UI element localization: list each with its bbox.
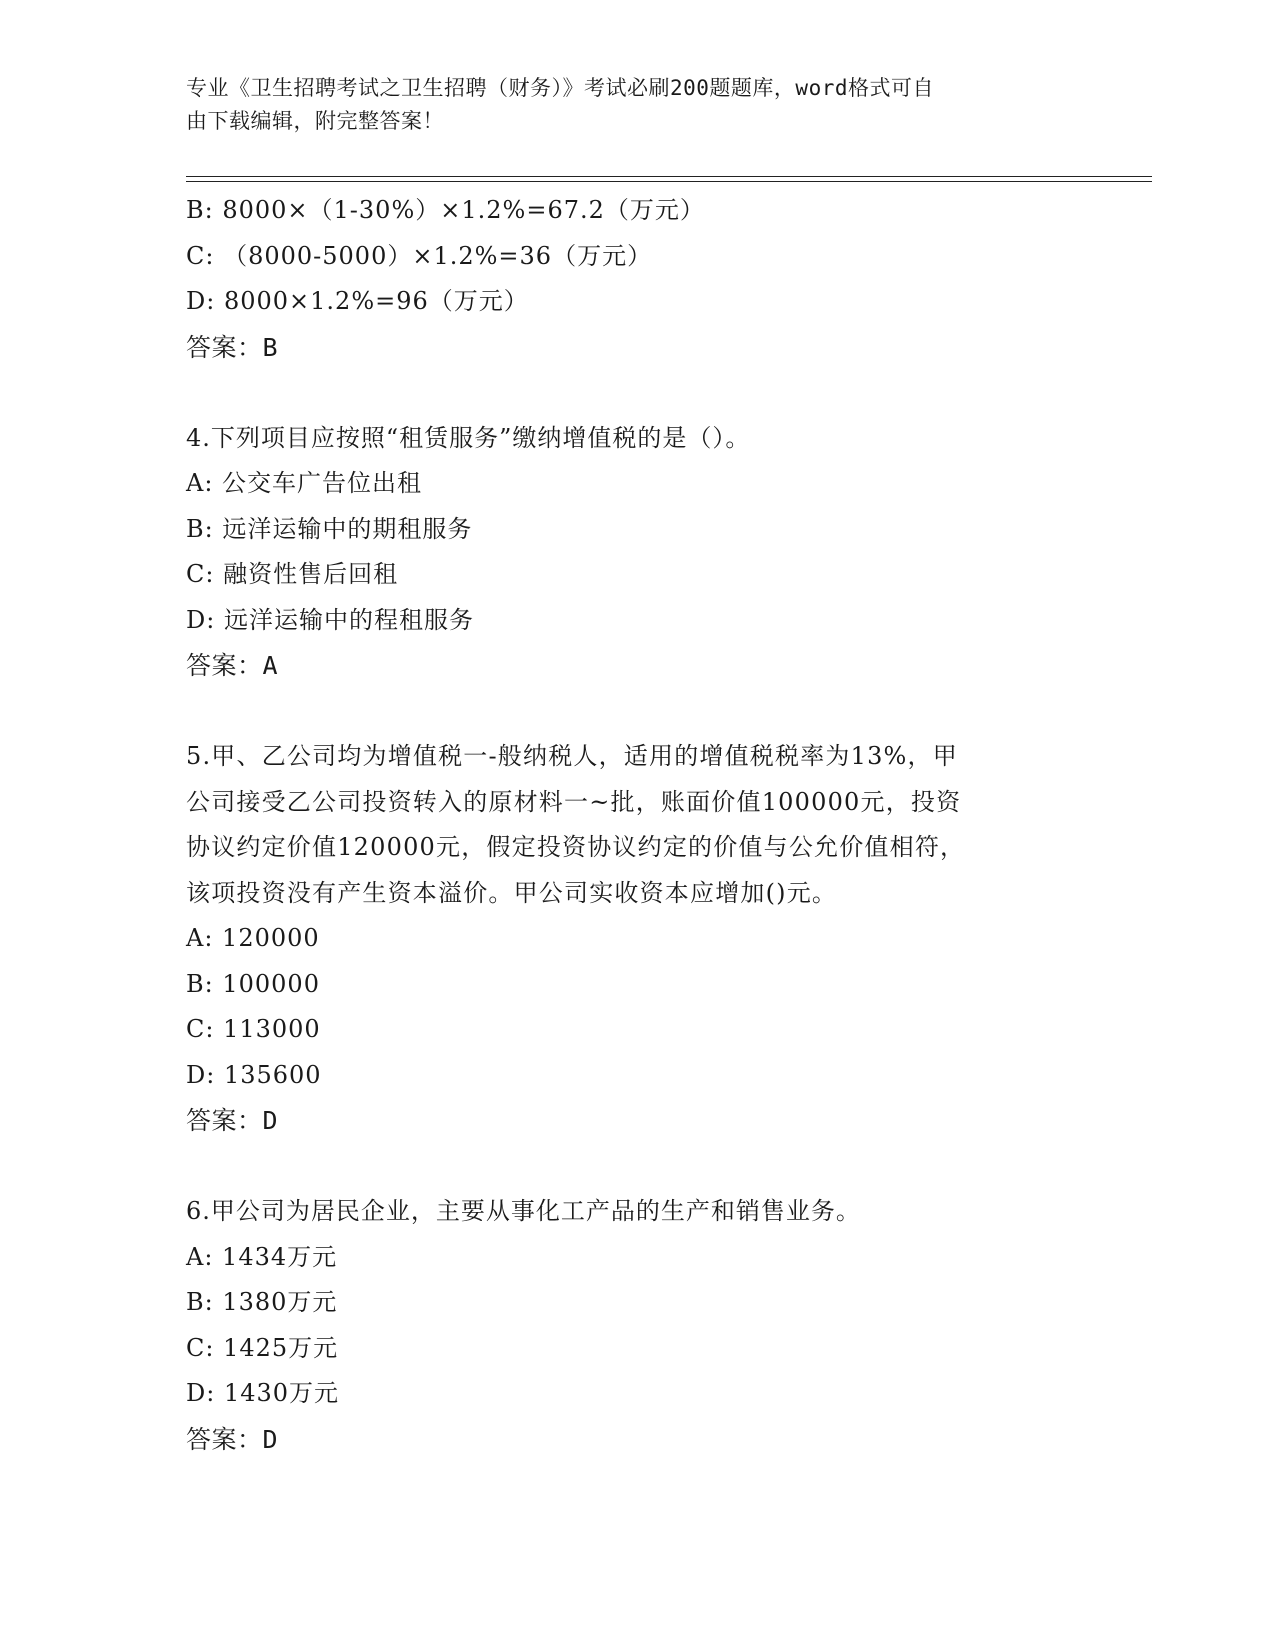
question-6 xyxy=(186,1189,1086,1462)
header-divider-top xyxy=(186,176,1152,177)
q4-option-a: A: 公交车广告位出租 xyxy=(186,469,423,497)
document-header xyxy=(186,72,1066,138)
q5-option-d: D: 135600 xyxy=(186,1060,322,1089)
q5-stem-line-2: 公司接受乙公司投资转入的原材料一~批，账面价值100000元，投资 xyxy=(186,787,962,816)
q4-option-c: C: 融资性售后回租 xyxy=(186,560,399,588)
q5-option-b: B: 100000 xyxy=(186,969,320,998)
q4-option-d: D: 远洋运输中的程租服务 xyxy=(186,605,474,634)
header-line-2: 由下载编辑，附完整答案！ xyxy=(186,109,444,133)
q4-option-b: B: 远洋运输中的期租服务 xyxy=(186,514,473,543)
header-line-1: 专业《卫生招聘考试之卫生招聘（财务）》考试必刷200题题库，word格式可自 xyxy=(186,76,934,100)
question-3 xyxy=(186,188,1086,370)
q5-stem-line-1: 5.甲、乙公司均为增值税一-般纳税人，适用的增值税税率为13%，甲 xyxy=(186,742,958,770)
q4-answer: 答案：A xyxy=(186,651,279,680)
q6-answer: 答案：D xyxy=(186,1424,279,1454)
q6-option-c: C: 1425万元 xyxy=(186,1333,339,1362)
q4-stem: 4.下列项目应按照“租赁服务”缴纳增值税的是（）。 xyxy=(186,423,751,452)
q3-option-b: B: 8000×（1-30%）×1.2%=67.2（万元） xyxy=(186,196,705,224)
q3-answer: 答案：B xyxy=(186,332,279,362)
question-4 xyxy=(186,416,1086,689)
q5-option-a: A: 120000 xyxy=(186,924,320,952)
q5-stem-line-4: 该项投资没有产生资本溢价。甲公司实收资本应增加()元。 xyxy=(186,878,838,907)
q6-option-d: D: 1430万元 xyxy=(186,1379,340,1407)
question-5 xyxy=(186,734,1086,1144)
q6-option-b: B: 1380万元 xyxy=(186,1288,338,1316)
q5-stem-line-3: 协议约定价值120000元，假定投资协议约定的价值与公允价值相符， xyxy=(186,833,966,861)
q6-stem: 6.甲公司为居民企业，主要从事化工产品的生产和销售业务。 xyxy=(186,1197,861,1225)
header-divider-bottom xyxy=(186,181,1152,182)
q5-answer: 答案：D xyxy=(186,1106,279,1135)
q3-option-c: C: （8000-5000）×1.2%=36（万元） xyxy=(186,241,653,270)
q3-option-d: D: 8000×1.2%=96（万元） xyxy=(186,287,529,315)
q6-option-a: A: 1434万元 xyxy=(186,1242,338,1271)
q5-option-c: C: 113000 xyxy=(186,1015,321,1043)
question-content xyxy=(186,188,1086,1462)
